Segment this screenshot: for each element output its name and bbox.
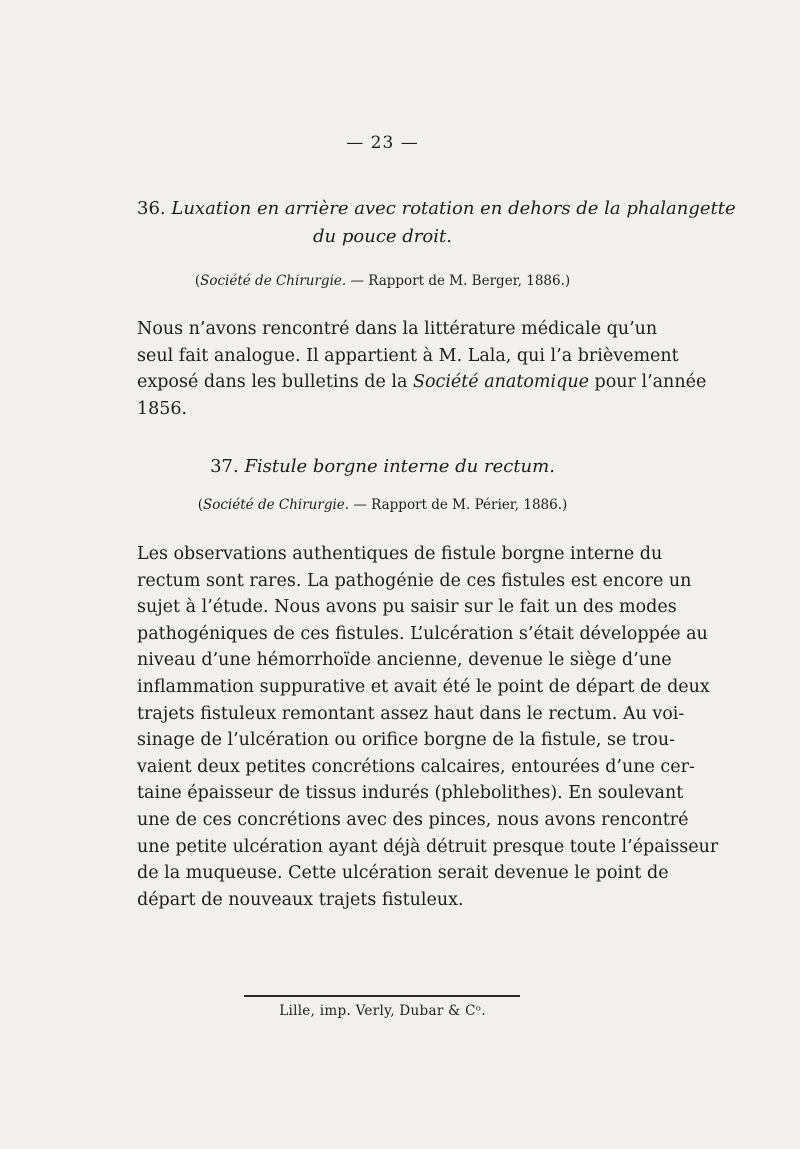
paragraph-line: 1856. [137,398,188,419]
item-37-paragraph [137,541,719,913]
paragraph-line: une de ces concrétions avec des pinces, nous avons rencontré [137,809,689,830]
item-37-source-society: Société de Chirurgie. [203,497,350,513]
paragraph-line: exposé dans les bulletins de la Société anatomique pour l’année [137,372,707,393]
paragraph-line: une petite ulcération ayant déjà détruit presque toute l’épaisseur [137,836,719,857]
item-36-title-line-1 [137,198,736,219]
item-37-source-rest: — Rapport de M. Périer, 1886.) [349,497,568,513]
item-37-title [0,456,765,477]
paragraph-line: taine épaisseur de tissus indurés (phlebolithes). En soulevant [137,783,684,804]
item-36-title-line-2: du pouce droit. [313,226,452,247]
paragraph-line: de la muqueuse. Cette ulcération serait devenue le point de [137,863,669,884]
item-37-title-text: Fistule borgne interne du rectum. [244,456,555,477]
paragraph-line: vaient deux petites concrétions calcaires, entourées d’une cer- [137,756,695,777]
page-number: — 23 — [346,133,419,153]
paragraph-line: départ de nouveaux trajets fistuleux. [137,889,464,910]
paragraph-line: rectum sont rares. La pathogénie de ces fistules est encore un [137,570,692,591]
paragraph-line: Les observations authentiques de fistule borgne interne du [137,544,663,564]
paragraph-line: inflammation suppurative et avait été le point de départ de deux [137,676,710,697]
printer-colophon: Lille, imp. Verly, Dubar & Cᵒ. [279,1003,486,1019]
paragraph-line: sujet à l’étude. Nous avons pu saisir sur le fait un des modes [137,597,677,618]
item-36-source-society: Société de Chirurgie. [200,273,347,289]
paragraph-line: niveau d’une hémorrhoïde ancienne, devenue le siège d’une [137,650,672,671]
item-36-source-rest: — Rapport de M. Berger, 1886.) [346,273,571,289]
item-37-source: (Société de Chirurgie. — Rapport de M. Périer, 1886.) [197,497,568,513]
emphasis-text: Société anatomique [413,372,589,393]
item-36-number: 36. [137,198,166,219]
paragraph-line: pathogéniques de ces fistules. L’ulcération s’était développée au [137,623,708,644]
item-36-paragraph [137,316,707,422]
paragraph-line: Nous n’avons rencontré dans la littérature médicale qu’un [137,319,658,339]
footer-rule [244,995,520,997]
paragraph-line: seul fait analogue. Il appartient à M. Lala, qui l’a brièvement [137,345,679,366]
item-37-number: 37. [210,456,239,477]
paragraph-line: trajets fistuleux remontant assez haut dans le rectum. Au voi- [137,703,685,724]
item-36-title: Luxation en arrière avec rotation en dehors de la phalangette [171,198,736,219]
item-36-source: (Société de Chirurgie. — Rapport de M. Berger, 1886.) [194,273,571,289]
paragraph-line: sinage de l’ulcération ou orifice borgne de la fistule, se trou- [137,730,676,751]
